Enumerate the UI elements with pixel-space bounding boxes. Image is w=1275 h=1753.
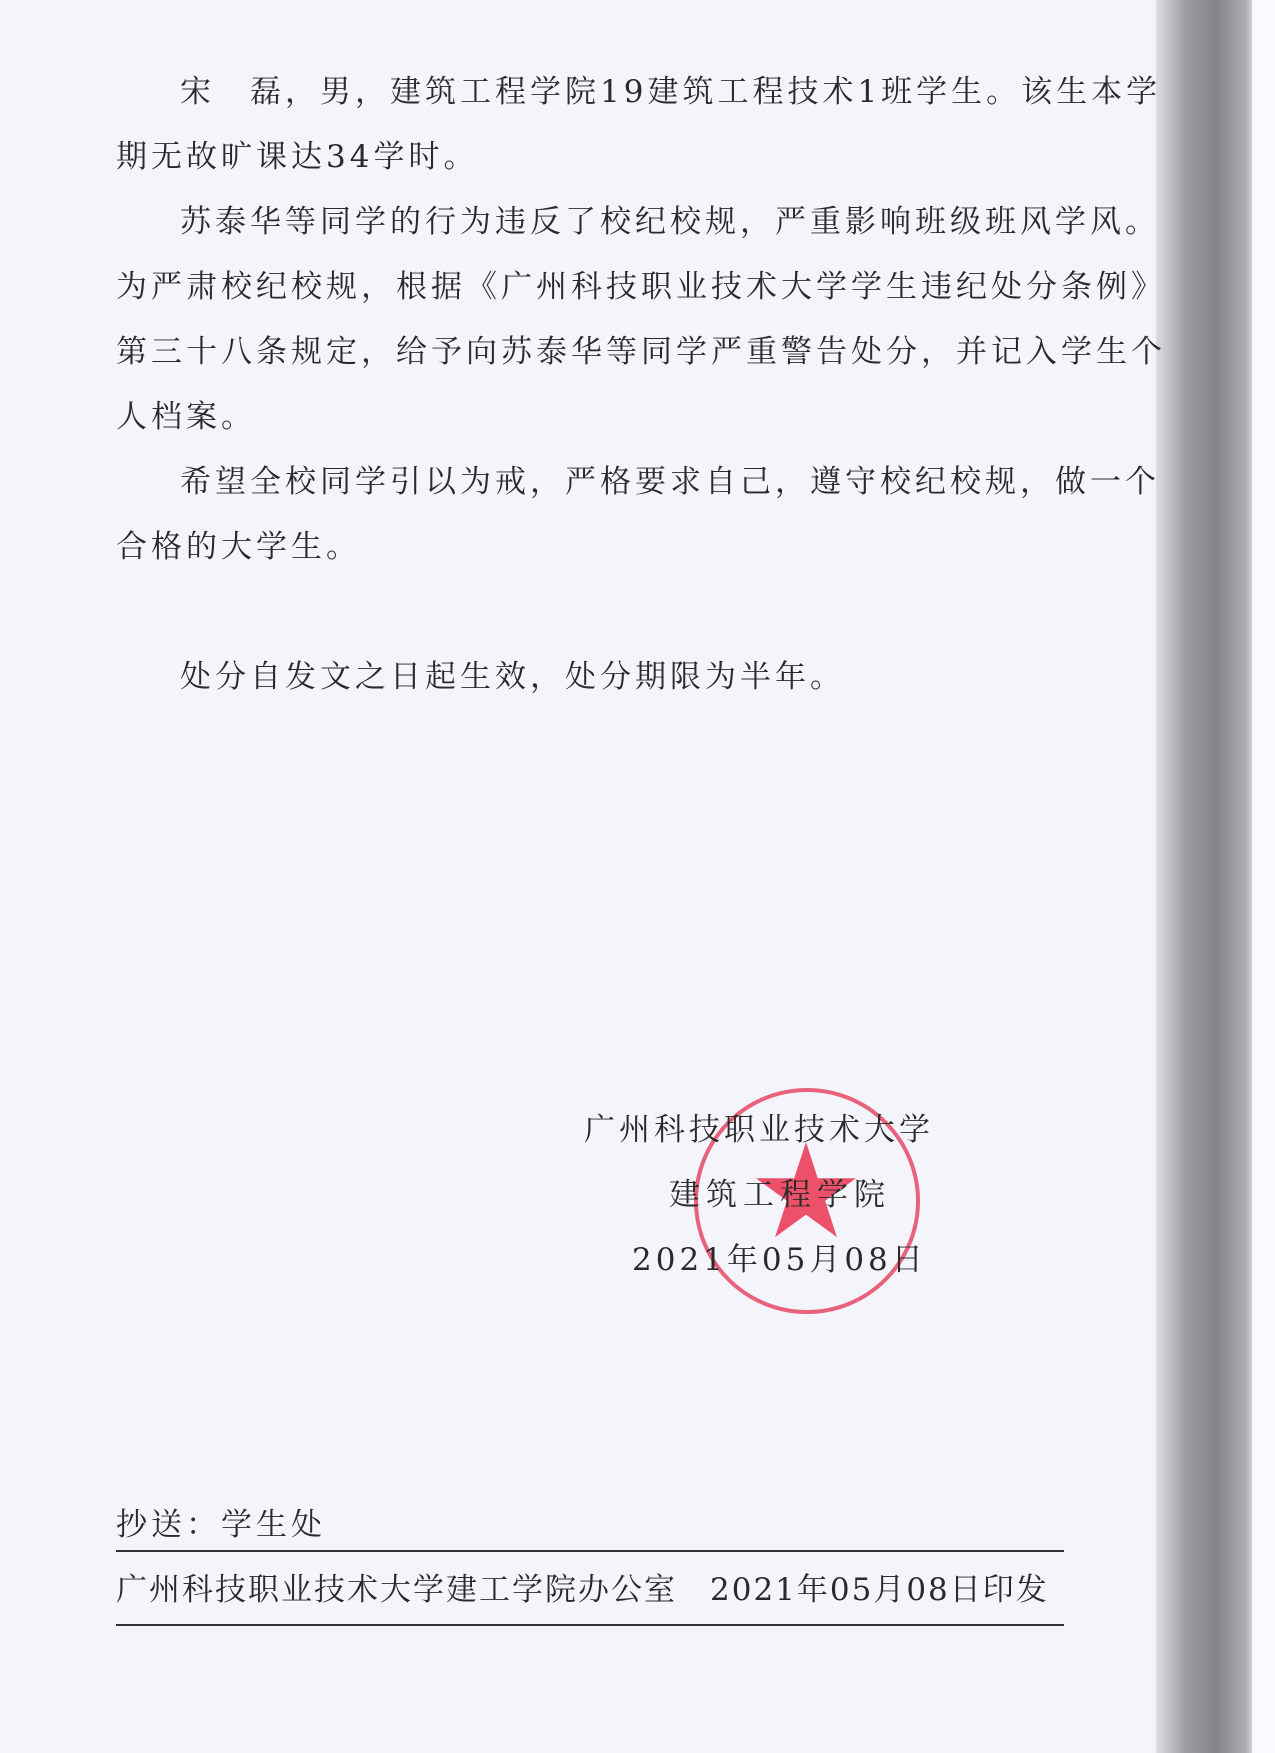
scan-margin — [1252, 0, 1275, 1753]
paragraph-line: 为严肃校纪校规，根据《广州科技职业技术大学学生违纪处分条例》 — [116, 269, 1166, 305]
paragraph-line: 期无故旷课达34学时。 — [116, 139, 479, 175]
paragraph-line: 第三十八条规定，给予向苏泰华等同学严重警告处分，并记入学生个 — [116, 334, 1166, 370]
signature-dept: 建筑工程学院 — [669, 1177, 891, 1213]
paragraph-line: 希望全校同学引以为戒，严格要求自己，遵守校纪校规，做一个 — [180, 464, 1160, 500]
issuer-line: 广州科技职业技术大学建工学院办公室 2021年05月08日印发 — [116, 1572, 1049, 1608]
paragraph-line: 合格的大学生。 — [116, 529, 361, 565]
scan-shadow — [1156, 0, 1256, 1753]
paragraph-line: 宋 磊，男，建筑工程学院19建筑工程技术1班学生。该生本学 — [180, 74, 1162, 110]
paragraph-line: 处分自发文之日起生效，处分期限为半年。 — [180, 659, 845, 695]
signature-date: 2021年05月08日 — [632, 1242, 927, 1278]
paragraph-line: 人档案。 — [116, 399, 256, 435]
cc-line: 抄送：学生处 — [116, 1507, 326, 1543]
divider — [116, 1550, 1064, 1552]
signature-org: 广州科技职业技术大学 — [584, 1112, 934, 1148]
divider — [116, 1624, 1064, 1626]
paragraph-line: 苏泰华等同学的行为违反了校纪校规，严重影响班级班风学风。 — [180, 204, 1160, 240]
